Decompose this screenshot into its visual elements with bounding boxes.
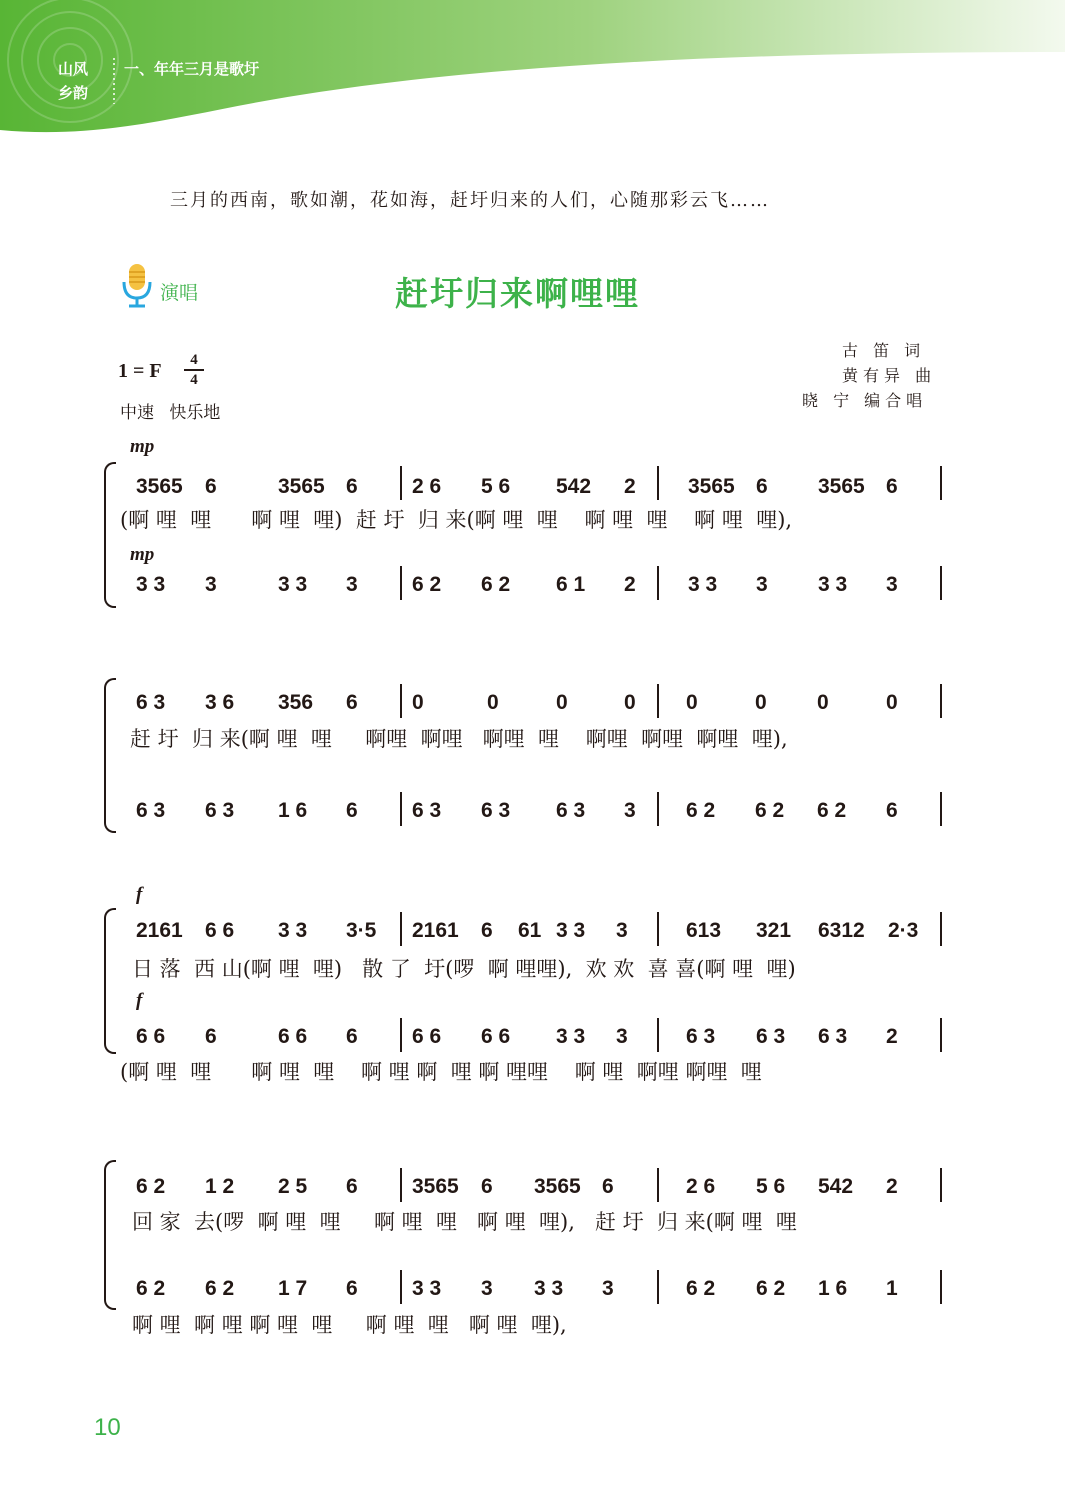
note-group: 2·3 <box>888 919 919 942</box>
note-group: 2161 <box>136 919 183 942</box>
intro-text: 三月的西南，歌如潮，花如海，赶圩归来的人们，心随那彩云飞…… <box>170 190 770 211</box>
note-group: 1 2 <box>205 1175 235 1198</box>
note-group: 1 6 <box>818 1277 848 1300</box>
bar-line <box>940 684 942 718</box>
bar-line <box>400 1018 402 1052</box>
note-group: 2 <box>624 475 636 498</box>
note-group: 3 <box>616 1025 628 1048</box>
note-group: 6 3 <box>481 799 511 822</box>
note-group: 6 <box>756 475 768 498</box>
score-row <box>0 472 1065 502</box>
note-group: 0 <box>886 691 898 714</box>
note-group: 6 3 <box>818 1025 848 1048</box>
note-group: 6 <box>886 799 898 822</box>
credit-composer: 黄有异 曲 <box>842 366 937 385</box>
bar-line <box>940 912 942 946</box>
note-group: 6 <box>481 1175 493 1198</box>
bar-line <box>400 1270 402 1304</box>
note-group: 3 <box>756 573 768 596</box>
lyric-row <box>0 1310 1065 1340</box>
lyric-line: (啊 哩 哩 啊 哩 哩) 赶 圩 归 来(啊 哩 哩 啊 哩 哩 啊 哩 哩), <box>120 508 793 532</box>
note-group: 6 3 <box>686 1025 716 1048</box>
note-group: 2 6 <box>412 475 442 498</box>
note-group: 3 3 <box>818 573 848 596</box>
note-group: 6 <box>346 1175 358 1198</box>
bar-line <box>940 566 942 600</box>
time-signature-bottom: 4 <box>190 372 198 388</box>
bar-line <box>400 466 402 500</box>
note-group: 6 <box>346 1025 358 1048</box>
note-group: 3 6 <box>205 691 235 714</box>
bar-line <box>657 792 659 826</box>
note-group: 3565 <box>534 1175 581 1198</box>
note-group: 542 <box>556 475 592 498</box>
bar-line <box>940 1270 942 1304</box>
score-row <box>0 1022 1065 1052</box>
note-group: 6 2 <box>686 799 716 822</box>
note-group: 3 3 <box>556 919 586 942</box>
note-group: 6 <box>346 1277 358 1300</box>
note-group: 3565 <box>688 475 735 498</box>
score-row <box>0 1172 1065 1202</box>
tempo-marking: 中速 快乐地 <box>120 403 221 423</box>
note-group: 6 1 <box>556 573 586 596</box>
score-row <box>0 570 1065 600</box>
note-group: 6 3 <box>136 691 166 714</box>
note-group: 61 <box>518 919 542 942</box>
note-group: 2 <box>624 573 636 596</box>
lyric-row <box>0 954 1065 984</box>
bar-line <box>657 684 659 718</box>
note-group: 6 3 <box>756 1025 786 1048</box>
note-group: 6 2 <box>205 1277 235 1300</box>
note-group: 3 <box>481 1277 493 1300</box>
note-group: 3 <box>602 1277 614 1300</box>
score-row <box>0 1274 1065 1304</box>
lyric-line: 日 落 西 山(啊 哩 哩) 散 了 圩(啰 啊 哩哩), 欢 欢 喜 喜(啊 哩 哩) <box>132 957 796 981</box>
credit-arranger: 晓 宁 编合唱 <box>802 391 928 410</box>
note-group: 2 6 <box>686 1175 716 1198</box>
note-group: 3·5 <box>346 919 377 942</box>
bar-line <box>400 912 402 946</box>
note-group: 6 3 <box>136 799 166 822</box>
key-signature: 1 = F <box>118 360 162 382</box>
bar-line <box>940 792 942 826</box>
note-group: 2161 <box>412 919 459 942</box>
note-group: 6 2 <box>817 799 847 822</box>
note-group: 3 <box>616 919 628 942</box>
lyric-row <box>0 505 1065 535</box>
bar-line <box>940 1018 942 1052</box>
note-group: 3 <box>886 573 898 596</box>
lyric-line: 回 家 去(啰 啊 哩 哩 啊 哩 哩 啊 哩 哩), 赶 圩 归 来(啊 哩 哩 <box>132 1210 797 1234</box>
note-group: 1 6 <box>278 799 308 822</box>
bar-line <box>400 566 402 600</box>
note-group: 321 <box>756 919 792 942</box>
note-group: 6 <box>205 475 217 498</box>
note-group: 2 5 <box>278 1175 308 1198</box>
note-group: 0 <box>686 691 698 714</box>
bar-line <box>657 1168 659 1202</box>
note-group: 6 <box>886 475 898 498</box>
note-group: 6 <box>346 799 358 822</box>
note-group: 3 <box>346 573 358 596</box>
bar-line <box>657 466 659 500</box>
note-group: 3 3 <box>278 919 308 942</box>
note-group: 3 <box>624 799 636 822</box>
note-group: 542 <box>818 1175 854 1198</box>
dynamic-mark: mp <box>130 544 155 565</box>
note-group: 2 <box>886 1025 898 1048</box>
note-group: 6 6 <box>278 1025 308 1048</box>
note-group: 0 <box>755 691 767 714</box>
bar-line <box>400 792 402 826</box>
note-group: 6 2 <box>481 573 511 596</box>
lyric-line: 赶 圩 归 来(啊 哩 哩 啊哩 啊哩 啊哩 哩 啊哩 啊哩 啊哩 哩), <box>130 727 788 751</box>
lyric-row <box>0 1207 1065 1237</box>
note-group: 3 <box>205 573 217 596</box>
note-group: 3 3 <box>278 573 308 596</box>
lyric-line: (啊 哩 哩 啊 哩 哩 啊 哩 啊 哩 啊 哩哩 啊 哩 啊哩 啊哩 哩 <box>120 1060 762 1084</box>
lyric-row <box>0 1057 1065 1087</box>
note-group: 3 3 <box>688 573 718 596</box>
dynamic-mark: mp <box>130 436 155 457</box>
note-group: 0 <box>412 691 424 714</box>
dynamic-mark: f <box>136 990 143 1011</box>
note-group: 3565 <box>412 1175 459 1198</box>
bar-line <box>400 1168 402 1202</box>
note-group: 6 <box>346 691 358 714</box>
note-group: 6 6 <box>205 919 235 942</box>
note-group: 6 <box>481 919 493 942</box>
section-label-top: 山风 <box>58 60 89 78</box>
lyric-row <box>0 724 1065 754</box>
note-group: 6 3 <box>556 799 586 822</box>
song-title: 赶圩归来啊哩哩 <box>395 274 640 313</box>
chapter-title: 一、年年三月是歌圩 <box>124 60 260 78</box>
note-group: 6 6 <box>412 1025 442 1048</box>
score-row <box>0 796 1065 826</box>
note-group: 6 2 <box>412 573 442 596</box>
note-group: 6 2 <box>136 1175 166 1198</box>
credit-lyricist: 古 笛 词 <box>842 341 926 360</box>
bar-line <box>657 912 659 946</box>
activity-label: 演唱 <box>160 282 199 304</box>
note-group: 6 <box>346 475 358 498</box>
note-group: 6 3 <box>205 799 235 822</box>
note-group: 0 <box>487 691 499 714</box>
note-group: 356 <box>278 691 314 714</box>
page-number: 10 <box>94 1414 121 1441</box>
note-group: 5 6 <box>756 1175 786 1198</box>
note-group: 6 3 <box>412 799 442 822</box>
note-group: 1 7 <box>278 1277 308 1300</box>
note-group: 3 3 <box>556 1025 586 1048</box>
time-signature <box>184 352 204 388</box>
note-group: 6 6 <box>481 1025 511 1048</box>
bar-line <box>657 1018 659 1052</box>
bar-line <box>657 566 659 600</box>
microphone-icon <box>120 262 154 308</box>
note-group: 2 <box>886 1175 898 1198</box>
section-label-bottom: 乡韵 <box>58 84 89 102</box>
bar-line <box>400 684 402 718</box>
note-group: 0 <box>624 691 636 714</box>
note-group: 3565 <box>818 475 865 498</box>
note-group: 3 3 <box>412 1277 442 1300</box>
note-group: 1 <box>886 1277 898 1300</box>
note-group: 613 <box>686 919 722 942</box>
note-group: 6 6 <box>136 1025 166 1048</box>
note-group: 6 2 <box>756 1277 786 1300</box>
note-group: 6 <box>602 1175 614 1198</box>
note-group: 5 6 <box>481 475 511 498</box>
note-group: 3 3 <box>534 1277 564 1300</box>
lyric-line: 啊 哩 啊 哩 啊 哩 哩 啊 哩 哩 啊 哩 哩), <box>132 1313 567 1337</box>
score-row <box>0 916 1065 946</box>
note-group: 3565 <box>278 475 325 498</box>
note-group: 6312 <box>818 919 865 942</box>
bar-line <box>940 1168 942 1202</box>
score-row <box>0 688 1065 718</box>
note-group: 6 <box>205 1025 217 1048</box>
bar-line <box>657 1270 659 1304</box>
bar-line <box>940 466 942 500</box>
dynamic-mark: f <box>136 884 143 905</box>
note-group: 0 <box>817 691 829 714</box>
time-signature-top: 4 <box>190 352 198 368</box>
note-group: 3565 <box>136 475 183 498</box>
note-group: 3 3 <box>136 573 166 596</box>
note-group: 0 <box>556 691 568 714</box>
note-group: 6 2 <box>686 1277 716 1300</box>
note-group: 6 2 <box>136 1277 166 1300</box>
note-group: 6 2 <box>755 799 785 822</box>
